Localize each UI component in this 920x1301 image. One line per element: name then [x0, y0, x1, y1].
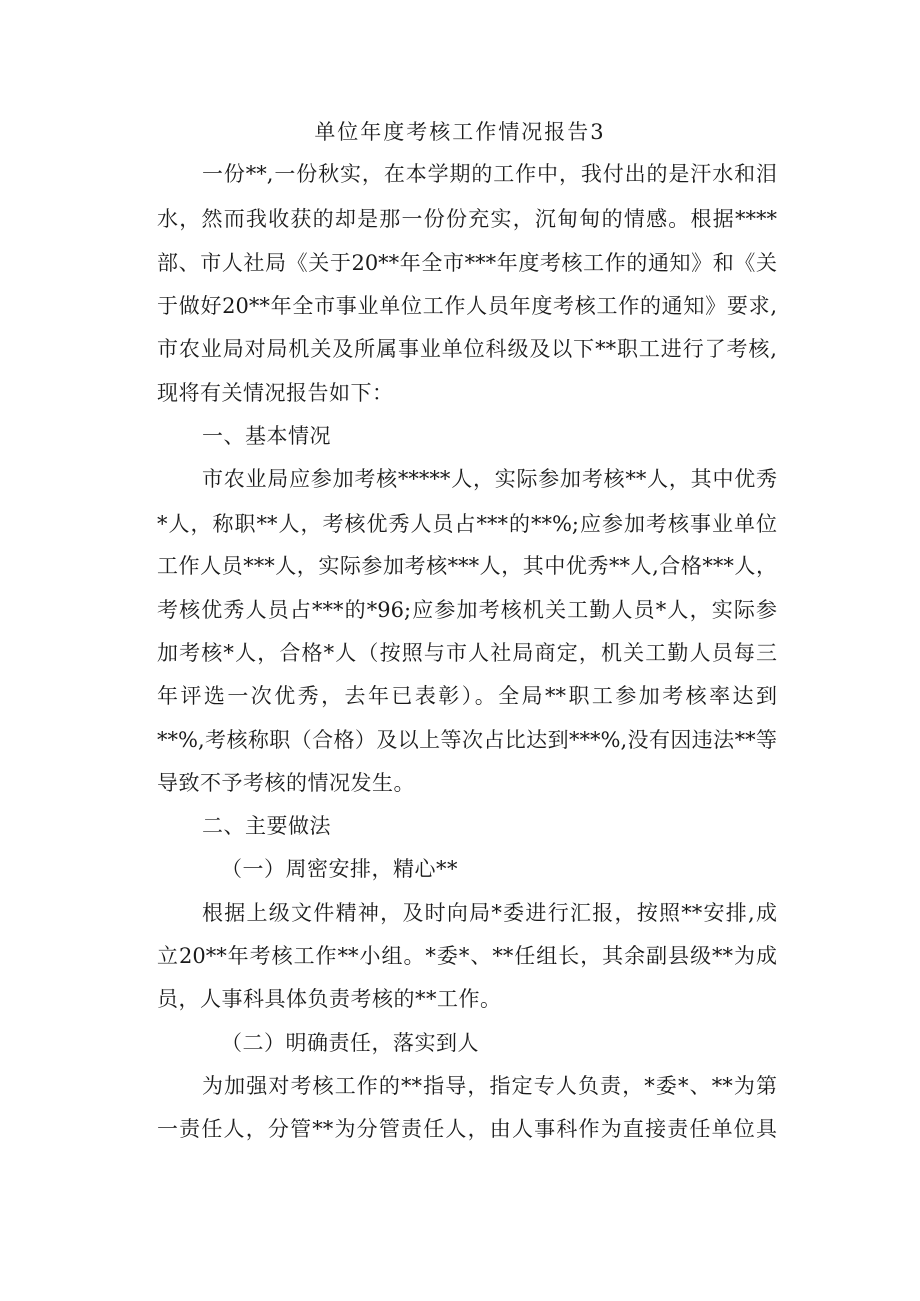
subsection-heading: （二）明确责任，落实到人 [221, 1031, 479, 1055]
paragraph-line: 水，然而我收获的却是那一份份充实，沉甸甸的情感。根据**** [157, 207, 777, 231]
section-heading: 一、基本情况 [202, 424, 331, 448]
paragraph-line: 一责任人，分管**为分管责任人，由人事科作为直接责任单位具 [157, 1117, 777, 1141]
paragraph-line: 市农业局应参加考核*****人，实际参加考核**人，其中优秀 [202, 467, 777, 491]
paragraph-line: 员，人事科具体负责考核的**工作。 [157, 987, 502, 1011]
paragraph-line: 于做好20**年全市事业单位工作人员年度考核工作的通知》要求, [157, 294, 777, 318]
paragraph-line: 工作人员***人，实际参加考核***人，其中优秀**人,合格***人， [157, 554, 777, 578]
section-heading: 二、主要做法 [202, 814, 331, 838]
paragraph-line: 考核优秀人员占***的*96;应参加考核机关工勤人员*人，实际参 [157, 598, 777, 622]
paragraph-line: 部、市人社局《关于20**年全市***年度考核工作的通知》和《关 [157, 251, 777, 275]
document-title: 单位年度考核工作情况报告3 [314, 120, 606, 144]
paragraph-line: *人，称职**人，考核优秀人员占***的**%;应参加考核事业单位 [157, 512, 777, 536]
paragraph-line: 立20**年考核工作**小组。*委*、**任组长，其余副县级**为成 [157, 944, 777, 968]
paragraph-line: 为加强对考核工作的**指导，指定专人负责，*委*、**为第 [202, 1074, 777, 1098]
paragraph-line: **%,考核称职（合格）及以上等次占比达到***%,没有因违法**等 [157, 728, 777, 752]
paragraph-line: 一份**,一份秋实，在本学期的工作中，我付出的是汗水和泪 [202, 162, 777, 186]
paragraph-line: 市农业局对局机关及所属事业单位科级及以下**职工进行了考核, [157, 337, 777, 361]
paragraph-line: 根据上级文件精神，及时向局*委进行汇报，按照**安排,成 [202, 901, 777, 925]
paragraph-line: 导致不予考核的情况发生。 [157, 771, 415, 795]
subsection-heading: （一）周密安排，精心** [221, 857, 458, 881]
paragraph-line: 年评选一次优秀，去年已表彰）。全局**职工参加考核率达到 [157, 684, 777, 708]
paragraph-line: 加考核*人，合格*人（按照与市人社局商定，机关工勤人员每三 [157, 641, 777, 665]
paragraph-line: 现将有关情况报告如下： [157, 381, 394, 405]
